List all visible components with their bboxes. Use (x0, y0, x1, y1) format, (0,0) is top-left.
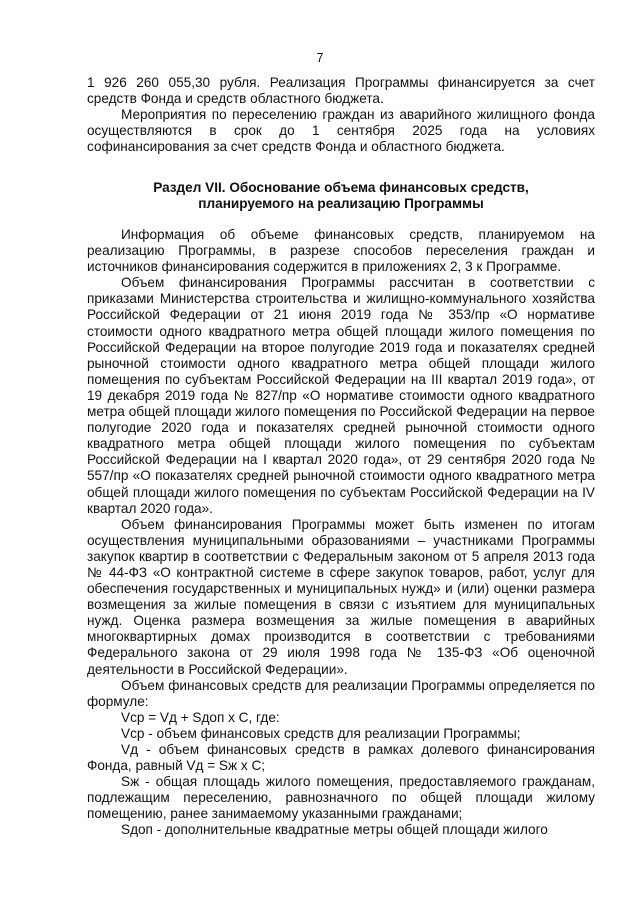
intro-text (87, 75, 595, 155)
definition-vd: Vд - объем финансовых средств в рамках долевого финансирования Фонда, равный Vд = Sж х С; (87, 742, 595, 774)
section-heading: Раздел VII. Обоснование объема финансовых средств, планируемого на реализацию Программы (153, 180, 529, 211)
definition-sdop: Sдоп - дополнительные квадратные метры общей площади жилого (121, 822, 548, 838)
paragraph-deadline: Мероприятия по переселению граждан из аварийного жилищного фонда осуществляются в срок до 1 сентября 2025 года на условиях софинансирования за счет средств Фонда и областного бюджета. (87, 107, 595, 155)
paragraph-budget-total: 1 926 260 055,30 рубля. Реализация Программы финансируется за счет средств Фонда и средств областного бюджета. (87, 75, 595, 107)
definition-vsr: Vср - объем финансовых средств для реализации Программы; (121, 725, 521, 741)
formula: Vср = Vд + Sдоп х С, где: (121, 709, 280, 725)
page-number: 7 (316, 51, 324, 65)
paragraph-orders: Объем финансирования Программы рассчитан в соответствии с приказами Министерства строительства и жилищно-коммунального хозяйства Российской Федерации от 21 июня 2019 года № 353/пр «О нормативе стоимости одного квадратного метра общей площади жилого помещения по Российской Федерации на второе полугодие 2019 года и показателях средней рыночной стоимости одного квадратного метра общей площади жилого помещения по субъектам Российской Федерации на III квартал 2019 года», от 19 декабря 2019 года № 827/пр «О нормативе стоимости одного квадратного метра общей площади жилого помещения по Российской Федерации на первое полугодие 2020 года и показателях средней рыночной стоимости одного квадратного метра общей площади жилого помещения по субъектам Российской Федерации на I квартал 2020 года», от 29 сентября 2020 года № 557/пр «О показателях средней рыночной стоимости одного квадратного метра общей площади жилого помещения по субъектам Российской Федерации на IV квартал 2020 года». (87, 275, 595, 516)
paragraph-changes: Объем финансирования Программы может быть изменен по итогам осуществления муниципальными образованиями – участниками Программы закупок квартир в соответствии с Федеральным законом от 5 апреля 2013 года № 44-ФЗ «О контрактной системе в сфере закупок товаров, работ, услуг для обеспечения государственных и муниципальных нужд» и (или) оценки размера возмещения за жилые помещения в связи с изъятием для муниципальных нужд. Оценка размера возмещения за жилые помещения в аварийных многоквартирных домах производится в соответствии с требованиями Федерального закона от 29 июля 1998 года № 135-ФЗ «Об оценочной деятельности в Российской Федерации». (87, 516, 595, 677)
paragraph-info: Информация об объеме финансовых средств, планируемом на реализацию Программы, в разрезе способов переселения граждан и источников финансирования содержится в приложениях 2, 3 к Программе. (87, 227, 595, 275)
definition-sj: Sж - общая площадь жилого помещения, предоставляемого гражданам, подлежащим переселению, равнозначного по общей площади жилому помещению, ранее занимаемому указанными гражданами; (87, 774, 595, 822)
paragraph-formula-intro: Объем финансовых средств для реализации Программы определяется по формуле: (87, 677, 595, 709)
section-body (87, 227, 595, 839)
